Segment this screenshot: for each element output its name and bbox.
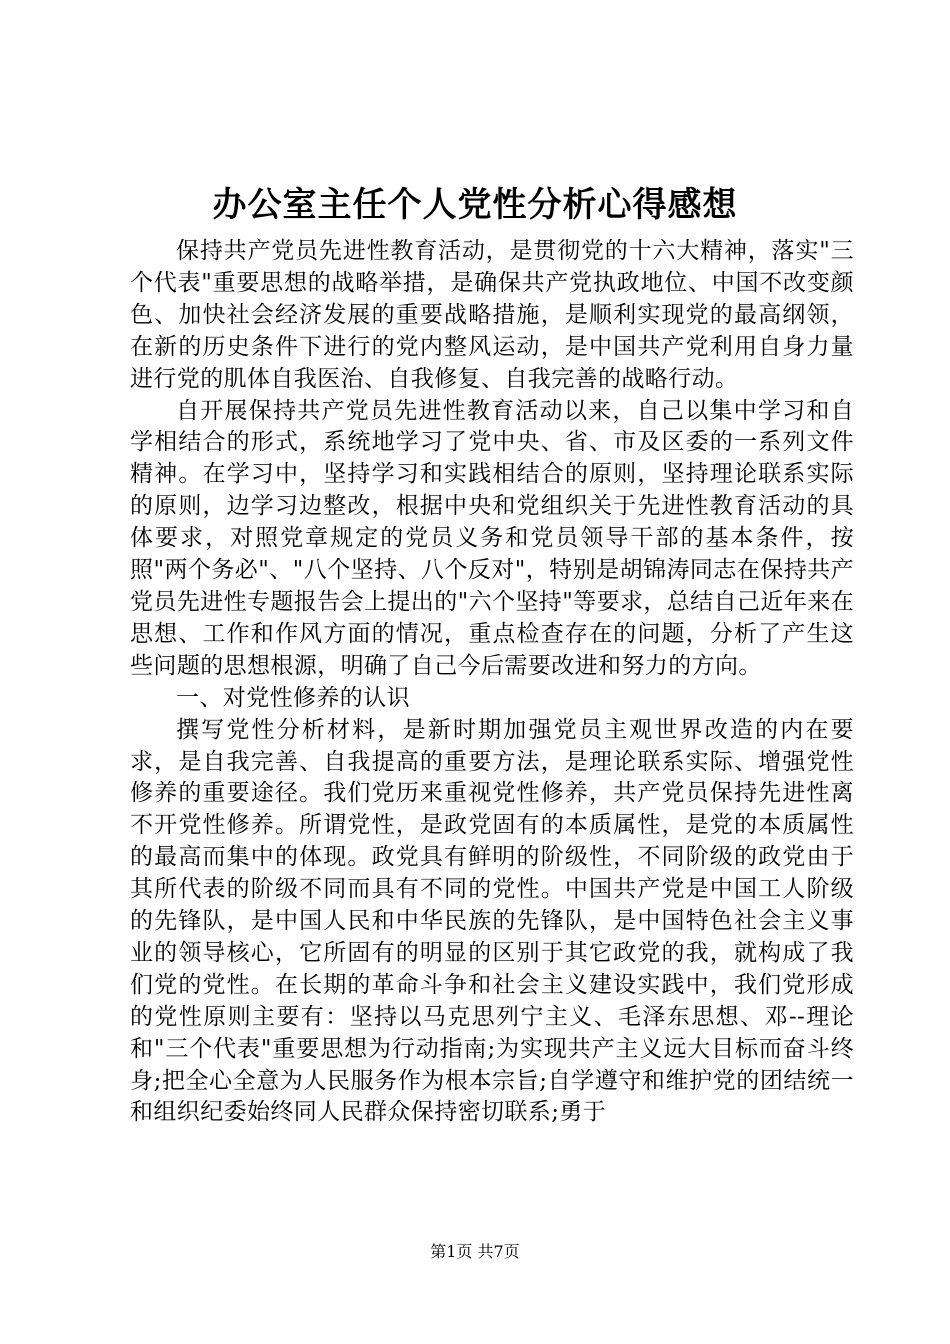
page-number-footer: 第1页 共7页 — [430, 1242, 520, 1261]
paragraph-study: 自开展保持共产党员先进性教育活动以来，自己以集中学习和自学相结合的形式，系统地学习了党中央、省、市及区委的一系列文件精神。在学习中，坚持学习和实践相结合的原则，坚持理论联系实际的原则，边学习边整改，根据中央和党组织关于先进性教育活动的具体要求，对照党章规定的党员义务和党员领导干部的基本条件，按照"两个务必"、"八个坚持、八个反对"，特别是胡锦涛同志在保持共产党员先进性专题报告会上提出的"六个坚持"等要求，总结自己近年来在思想、工作和作风方面的情况，重点检查存在的问题，分析了产生这些问题的思想根源，明确了自己今后需要改进和努力的方向。 — [130, 397, 854, 679]
document-body — [130, 236, 854, 1129]
paragraph-party-spirit: 撰写党性分析材料，是新时期加强党员主观世界改造的内在要求，是自我完善、自我提高的重要方法，是理论联系实际、增强党性修养的重要途径。我们党历来重视党性修养，共产党员保持先进性离不开党性修养。所谓党性，是政党固有的本质属性，是党的本质属性的最高而集中的体现。政党具有鲜明的阶级性，不同阶级的政党由于其所代表的阶级不同而具有不同的党性。中国共产党是中国工人阶级的先锋队，是中国人民和中华民族的先锋队，是中国特色社会主义事业的领导核心，它所固有的明显的区别于其它政党的我，就构成了我们党的党性。在长期的革命斗争和社会主义建设实践中，我们党形成的党性原则主要有：坚持以马克思列宁主义、毛泽东思想、邓--理论和"三个代表"重要思想为行动指南;为实现共产主义远大目标而奋斗终身;把全心全意为人民服务作为根本宗旨;自学遵守和维护党的团结统一和组织纪委始终同人民群众保持密切联系;勇于 — [130, 716, 854, 1126]
paragraph-intro: 保持共产党员先进性教育活动，是贯彻党的十六大精神，落实"三个代表"重要思想的战略举措，是确保共产党执政地位、中国不改变颜色、加快社会经济发展的重要战略措施，是顺利实现党的最高纲领，在新的历史条件下进行的党内整风运动，是中国共产党利用自身力量进行党的肌体自我医治、自我修复、自我完善的战略行动。 — [130, 238, 854, 392]
document-title: 办公室主任个人党性分析心得感想 — [212, 185, 738, 225]
section-heading-1: 一、对党性修养的认识 — [176, 684, 410, 711]
